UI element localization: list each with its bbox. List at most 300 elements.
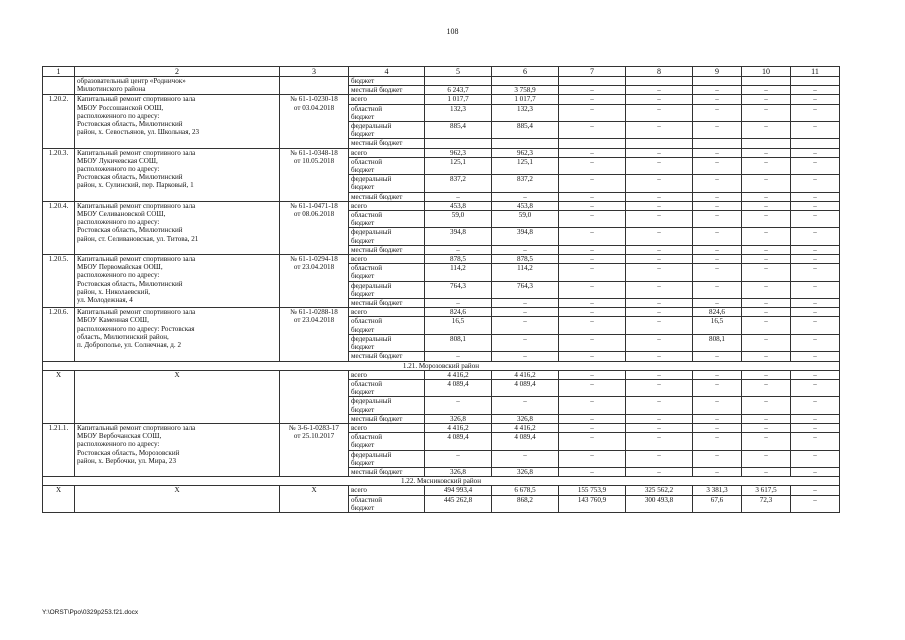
amount-cell: 962,3: [492, 148, 559, 157]
amount-cell: 394,8: [425, 228, 492, 245]
amount-cell: –: [791, 379, 840, 396]
amount-cell: –: [742, 433, 791, 450]
table-row: [43, 77, 840, 86]
budget-source: областной бюджет: [349, 104, 425, 121]
amount-cell: 808,1: [425, 334, 492, 351]
amount-cell: –: [626, 104, 693, 121]
budget-table: [42, 66, 840, 513]
amount-cell: –: [559, 245, 626, 254]
amount-cell: –: [559, 255, 626, 264]
amount-cell: –: [626, 264, 693, 281]
amount-cell: –: [742, 201, 791, 210]
amount-cell: –: [791, 495, 840, 512]
amount-cell: –: [425, 245, 492, 254]
amount-cell: –: [626, 95, 693, 104]
amount-cell: –: [791, 245, 840, 254]
amount-cell: 824,6: [693, 308, 742, 317]
table-row: [43, 423, 840, 432]
amount-cell: –: [742, 299, 791, 308]
amount-cell: –: [693, 122, 742, 139]
amount-cell: 132,3: [492, 104, 559, 121]
item-number: Х: [43, 486, 75, 513]
amount-cell: –: [626, 317, 693, 334]
table-row: [43, 95, 840, 104]
amount-cell: –: [693, 379, 742, 396]
amount-cell: –: [425, 450, 492, 467]
amount-cell: 326,8: [492, 467, 559, 476]
amount-cell: –: [626, 192, 693, 201]
budget-source: всего: [349, 423, 425, 432]
amount-cell: [791, 77, 840, 86]
amount-cell: –: [492, 245, 559, 254]
budget-source: всего: [349, 486, 425, 495]
project-name: Капитальный ремонт спортивного зала МБОУ Лукичевская СОШ, расположенного по адресу: Ростовская область, Милютинский район, х. Сулинский, пер. Парковый, 1: [75, 148, 280, 201]
amount-cell: –: [559, 95, 626, 104]
project-name: Капитальный ремонт спортивного зала МБОУ Первомайская ООШ, расположенного по адресу: Ростовская область, Милютинский район, х. Николаевский, ул. Молодежная, 4: [75, 255, 280, 308]
column-header: 2: [75, 67, 280, 77]
project-name: Х: [75, 370, 280, 423]
budget-source: всего: [349, 308, 425, 317]
amount-cell: 114,2: [425, 264, 492, 281]
amount-cell: –: [742, 264, 791, 281]
amount-cell: –: [626, 450, 693, 467]
amount-cell: –: [626, 157, 693, 174]
amount-cell: –: [693, 264, 742, 281]
column-header: 3: [280, 67, 349, 77]
project-name: Капитальный ремонт спортивного зала МБОУ Каменная СОШ, расположенного по адресу: Ростовская область, Милютинский район, п. Доброполье, ул. Солнечная, д. 2: [75, 308, 280, 361]
amount-cell: –: [693, 86, 742, 95]
amount-cell: –: [693, 414, 742, 423]
amount-cell: –: [791, 414, 840, 423]
amount-cell: –: [742, 148, 791, 157]
budget-source: областной бюджет: [349, 157, 425, 174]
permit-document: № 61-1-0471-18 от 08.06.2018: [280, 201, 349, 254]
amount-cell: –: [791, 211, 840, 228]
budget-source: федеральный бюджет: [349, 397, 425, 414]
table-row: [43, 201, 840, 210]
amount-cell: 155 753,9: [559, 486, 626, 495]
amount-cell: –: [791, 370, 840, 379]
amount-cell: [559, 139, 626, 148]
amount-cell: –: [791, 264, 840, 281]
amount-cell: –: [559, 308, 626, 317]
amount-cell: [492, 77, 559, 86]
budget-source: местный бюджет: [349, 467, 425, 476]
amount-cell: 4 089,4: [492, 433, 559, 450]
amount-cell: 114,2: [492, 264, 559, 281]
amount-cell: –: [742, 317, 791, 334]
amount-cell: –: [626, 299, 693, 308]
amount-cell: 143 760,9: [559, 495, 626, 512]
amount-cell: –: [626, 370, 693, 379]
amount-cell: 3 758,9: [492, 86, 559, 95]
item-number: 1.20.2.: [43, 95, 75, 148]
budget-source: местный бюджет: [349, 414, 425, 423]
amount-cell: –: [742, 228, 791, 245]
permit-document: № 3-6-1-0283-17 от 25.10.2017: [280, 423, 349, 476]
amount-cell: –: [742, 104, 791, 121]
amount-cell: –: [742, 255, 791, 264]
amount-cell: –: [742, 122, 791, 139]
amount-cell: –: [791, 192, 840, 201]
amount-cell: [492, 139, 559, 148]
amount-cell: 300 493,8: [626, 495, 693, 512]
amount-cell: [626, 77, 693, 86]
file-path-footer: Y:\ORST\Ppo\0329p253.f21.docx: [42, 609, 139, 616]
project-name: Капитальный ремонт спортивного зала МБОУ Вербочанская СОШ, расположенного по адресу: Ростовская область, Морозовский район, х. Вербочки, ул. Мира, 23: [75, 423, 280, 476]
column-header: 8: [626, 67, 693, 77]
budget-source: всего: [349, 95, 425, 104]
amount-cell: –: [693, 95, 742, 104]
amount-cell: [742, 77, 791, 86]
amount-cell: –: [559, 104, 626, 121]
item-number: 1.20.5.: [43, 255, 75, 308]
amount-cell: –: [626, 423, 693, 432]
amount-cell: [425, 77, 492, 86]
column-header: 4: [349, 67, 425, 77]
amount-cell: 868,2: [492, 495, 559, 512]
budget-source: областной бюджет: [349, 433, 425, 450]
amount-cell: –: [626, 467, 693, 476]
amount-cell: 67,6: [693, 495, 742, 512]
amount-cell: –: [693, 397, 742, 414]
amount-cell: –: [492, 192, 559, 201]
budget-source: областной бюджет: [349, 317, 425, 334]
amount-cell: –: [791, 397, 840, 414]
amount-cell: –: [559, 433, 626, 450]
column-header: 9: [693, 67, 742, 77]
permit-document: [280, 77, 349, 95]
amount-cell: –: [693, 104, 742, 121]
budget-source: федеральный бюджет: [349, 122, 425, 139]
amount-cell: 837,2: [492, 175, 559, 192]
amount-cell: 325 562,2: [626, 486, 693, 495]
amount-cell: 837,2: [425, 175, 492, 192]
amount-cell: –: [742, 467, 791, 476]
amount-cell: [626, 139, 693, 148]
amount-cell: 878,5: [425, 255, 492, 264]
amount-cell: –: [559, 86, 626, 95]
permit-document: № 61-1-0348-18 от 10.05.2018: [280, 148, 349, 201]
amount-cell: –: [791, 450, 840, 467]
amount-cell: –: [492, 397, 559, 414]
amount-cell: –: [742, 192, 791, 201]
amount-cell: –: [559, 228, 626, 245]
amount-cell: –: [425, 352, 492, 361]
amount-cell: –: [626, 86, 693, 95]
amount-cell: –: [492, 352, 559, 361]
amount-cell: –: [791, 433, 840, 450]
amount-cell: –: [791, 352, 840, 361]
amount-cell: –: [626, 334, 693, 351]
amount-cell: –: [626, 308, 693, 317]
amount-cell: –: [693, 370, 742, 379]
amount-cell: –: [693, 228, 742, 245]
budget-source: областной бюджет: [349, 495, 425, 512]
amount-cell: 4 416,2: [492, 423, 559, 432]
amount-cell: 445 262,8: [425, 495, 492, 512]
budget-source: местный бюджет: [349, 139, 425, 148]
amount-cell: 125,1: [425, 157, 492, 174]
amount-cell: –: [559, 414, 626, 423]
budget-source: областной бюджет: [349, 379, 425, 396]
amount-cell: –: [742, 281, 791, 298]
permit-document: № 61-1-0294-18 от 23.04.2018: [280, 255, 349, 308]
amount-cell: 4 089,4: [492, 379, 559, 396]
amount-cell: –: [791, 299, 840, 308]
amount-cell: 878,5: [492, 255, 559, 264]
amount-cell: –: [791, 486, 840, 495]
amount-cell: –: [742, 450, 791, 467]
amount-cell: –: [626, 281, 693, 298]
amount-cell: 125,1: [492, 157, 559, 174]
amount-cell: 3 381,3: [693, 486, 742, 495]
amount-cell: [791, 139, 840, 148]
amount-cell: 3 617,5: [742, 486, 791, 495]
amount-cell: –: [693, 450, 742, 467]
amount-cell: [693, 77, 742, 86]
amount-cell: –: [559, 211, 626, 228]
amount-cell: 962,3: [425, 148, 492, 157]
budget-source: местный бюджет: [349, 245, 425, 254]
budget-source: местный бюджет: [349, 192, 425, 201]
amount-cell: –: [693, 201, 742, 210]
amount-cell: –: [492, 334, 559, 351]
amount-cell: –: [693, 175, 742, 192]
amount-cell: –: [559, 264, 626, 281]
amount-cell: –: [559, 148, 626, 157]
amount-cell: –: [742, 175, 791, 192]
amount-cell: –: [742, 423, 791, 432]
amount-cell: –: [791, 255, 840, 264]
budget-source: областной бюджет: [349, 211, 425, 228]
amount-cell: –: [791, 467, 840, 476]
permit-document: № 61-1-0230-18 от 03.04.2018: [280, 95, 349, 148]
section-title: 1.21. Морозовский район: [43, 361, 840, 370]
budget-source: всего: [349, 370, 425, 379]
amount-cell: –: [693, 423, 742, 432]
amount-cell: –: [425, 192, 492, 201]
item-number: 1.20.4.: [43, 201, 75, 254]
budget-source: федеральный бюджет: [349, 450, 425, 467]
amount-cell: –: [626, 201, 693, 210]
column-header: 11: [791, 67, 840, 77]
amount-cell: 885,4: [425, 122, 492, 139]
amount-cell: –: [425, 397, 492, 414]
amount-cell: –: [626, 397, 693, 414]
column-header: 10: [742, 67, 791, 77]
column-header: 5: [425, 67, 492, 77]
amount-cell: 824,6: [425, 308, 492, 317]
project-name: образовательный центр «Родничок» Милютинского района: [75, 77, 280, 95]
amount-cell: –: [626, 211, 693, 228]
amount-cell: –: [791, 281, 840, 298]
budget-source: местный бюджет: [349, 299, 425, 308]
amount-cell: –: [559, 352, 626, 361]
amount-cell: 4 416,2: [425, 370, 492, 379]
amount-cell: –: [626, 414, 693, 423]
amount-cell: –: [559, 423, 626, 432]
amount-cell: 764,3: [492, 281, 559, 298]
amount-cell: –: [791, 157, 840, 174]
project-name: Капитальный ремонт спортивного зала МБОУ Селивановской СОШ, расположенного по адресу: Ростовская область, Милютинский район, ст. Селивановская, ул. Титова, 21: [75, 201, 280, 254]
amount-cell: 394,8: [492, 228, 559, 245]
amount-cell: –: [559, 122, 626, 139]
column-header: 1: [43, 67, 75, 77]
amount-cell: 59,0: [492, 211, 559, 228]
amount-cell: 132,3: [425, 104, 492, 121]
amount-cell: –: [559, 201, 626, 210]
amount-cell: –: [492, 299, 559, 308]
amount-cell: 4 416,2: [425, 423, 492, 432]
amount-cell: –: [791, 334, 840, 351]
amount-cell: –: [742, 352, 791, 361]
budget-source: всего: [349, 148, 425, 157]
amount-cell: –: [742, 370, 791, 379]
amount-cell: –: [791, 86, 840, 95]
amount-cell: –: [742, 95, 791, 104]
amount-cell: 4 089,4: [425, 433, 492, 450]
amount-cell: –: [626, 175, 693, 192]
item-number: 1.20.3.: [43, 148, 75, 201]
amount-cell: –: [791, 308, 840, 317]
amount-cell: –: [559, 175, 626, 192]
amount-cell: –: [559, 379, 626, 396]
permit-document: [280, 370, 349, 423]
amount-cell: –: [791, 148, 840, 157]
amount-cell: –: [626, 352, 693, 361]
amount-cell: –: [492, 308, 559, 317]
amount-cell: –: [791, 95, 840, 104]
amount-cell: –: [742, 157, 791, 174]
amount-cell: –: [742, 211, 791, 228]
amount-cell: 72,3: [742, 495, 791, 512]
amount-cell: –: [559, 370, 626, 379]
amount-cell: –: [693, 148, 742, 157]
amount-cell: –: [742, 86, 791, 95]
amount-cell: –: [559, 299, 626, 308]
table-row: [43, 255, 840, 264]
budget-source: федеральный бюджет: [349, 228, 425, 245]
budget-source: местный бюджет: [349, 352, 425, 361]
amount-cell: –: [742, 334, 791, 351]
amount-cell: –: [626, 433, 693, 450]
table-row: [43, 148, 840, 157]
budget-source: всего: [349, 255, 425, 264]
section-title: 1.22. Мясниковский район: [43, 477, 840, 486]
amount-cell: –: [693, 255, 742, 264]
amount-cell: 453,8: [425, 201, 492, 210]
header-row: [43, 67, 840, 77]
amount-cell: –: [693, 157, 742, 174]
amount-cell: –: [791, 201, 840, 210]
item-number: 1.20.6.: [43, 308, 75, 361]
amount-cell: 885,4: [492, 122, 559, 139]
table-row: [43, 486, 840, 495]
amount-cell: –: [626, 148, 693, 157]
amount-cell: –: [693, 245, 742, 254]
amount-cell: [742, 139, 791, 148]
amount-cell: –: [559, 192, 626, 201]
amount-cell: 6 243,7: [425, 86, 492, 95]
amount-cell: –: [693, 467, 742, 476]
amount-cell: –: [791, 122, 840, 139]
budget-source: федеральный бюджет: [349, 175, 425, 192]
section-row: [43, 477, 840, 486]
amount-cell: –: [559, 317, 626, 334]
amount-cell: –: [693, 352, 742, 361]
amount-cell: 16,5: [425, 317, 492, 334]
amount-cell: –: [559, 281, 626, 298]
amount-cell: –: [492, 450, 559, 467]
amount-cell: –: [626, 245, 693, 254]
budget-source: всего: [349, 201, 425, 210]
amount-cell: 326,8: [425, 467, 492, 476]
amount-cell: –: [559, 334, 626, 351]
column-header: 7: [559, 67, 626, 77]
table-row: [43, 370, 840, 379]
amount-cell: –: [626, 122, 693, 139]
amount-cell: –: [742, 397, 791, 414]
amount-cell: –: [742, 245, 791, 254]
item-number: Х: [43, 370, 75, 423]
amount-cell: –: [791, 104, 840, 121]
amount-cell: 16,5: [693, 317, 742, 334]
amount-cell: –: [791, 423, 840, 432]
amount-cell: 1 017,7: [425, 95, 492, 104]
amount-cell: –: [742, 414, 791, 423]
amount-cell: –: [693, 281, 742, 298]
amount-cell: [425, 139, 492, 148]
permit-document: Х: [280, 486, 349, 513]
amount-cell: –: [693, 299, 742, 308]
amount-cell: 453,8: [492, 201, 559, 210]
amount-cell: 6 678,5: [492, 486, 559, 495]
amount-cell: 494 993,4: [425, 486, 492, 495]
amount-cell: 1 017,7: [492, 95, 559, 104]
amount-cell: –: [742, 308, 791, 317]
amount-cell: –: [559, 157, 626, 174]
amount-cell: 808,1: [693, 334, 742, 351]
amount-cell: –: [626, 379, 693, 396]
column-header: 6: [492, 67, 559, 77]
amount-cell: –: [742, 379, 791, 396]
item-number: [43, 77, 75, 95]
item-number: 1.21.1.: [43, 423, 75, 476]
amount-cell: –: [626, 228, 693, 245]
amount-cell: 764,3: [425, 281, 492, 298]
amount-cell: –: [492, 317, 559, 334]
permit-document: № 61-1-0288-18 от 23.04.2018: [280, 308, 349, 361]
amount-cell: 4 089,4: [425, 379, 492, 396]
amount-cell: –: [791, 228, 840, 245]
amount-cell: –: [559, 397, 626, 414]
project-name: Капитальный ремонт спортивного зала МБОУ Россошанской ООШ, расположенного по адресу: Ростовская область, Милютинский район, х. Севостьянов, ул. Школьная, 23: [75, 95, 280, 148]
page-number: 108: [446, 27, 459, 36]
amount-cell: –: [425, 299, 492, 308]
budget-source: местный бюджет: [349, 86, 425, 95]
amount-cell: 326,8: [492, 414, 559, 423]
amount-cell: [693, 139, 742, 148]
budget-source: федеральный бюджет: [349, 334, 425, 351]
table-row: [43, 308, 840, 317]
amount-cell: 4 416,2: [492, 370, 559, 379]
project-name: Х: [75, 486, 280, 513]
amount-cell: –: [559, 467, 626, 476]
budget-source: федеральный бюджет: [349, 281, 425, 298]
amount-cell: –: [791, 175, 840, 192]
amount-cell: 59,0: [425, 211, 492, 228]
